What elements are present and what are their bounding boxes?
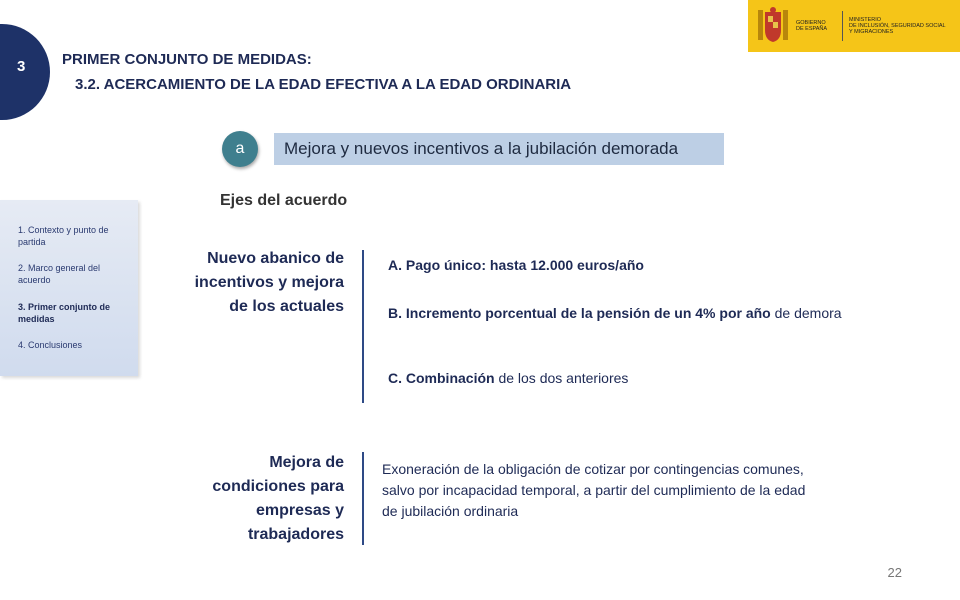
page-number: 22 xyxy=(887,565,902,580)
sidebar-item-contexto[interactable]: 1. Contexto y punto de partida xyxy=(18,225,109,247)
subsection-title: Mejora y nuevos incentivos a la jubilación demorada xyxy=(274,133,724,165)
ejes-heading: Ejes del acuerdo xyxy=(220,192,348,209)
coat-of-arms-icon xyxy=(756,6,790,46)
item-a-bold: A. Pago único: hasta 12.000 euros/año xyxy=(388,257,644,273)
item-b-bold: B. Incremento porcentual de la pensión de un 4% por año xyxy=(388,305,771,321)
block1-item-b xyxy=(388,303,848,324)
subsection-letter: a xyxy=(222,131,258,167)
block2-title: Mejora de condiciones para empresas y trabajadores xyxy=(212,454,344,543)
item-b-rest: de demora xyxy=(770,305,842,321)
ministerio-label: MINISTERIO DE INCLUSIÓN, SEGURIDAD SOCIAL Y MIGRACIONES xyxy=(849,17,946,35)
page-title: PRIMER CONJUNTO DE MEDIDAS: xyxy=(62,51,312,68)
sidebar-item-primer-conjunto[interactable]: 3. Primer conjunto de medidas xyxy=(18,302,111,324)
block1-item-a xyxy=(388,255,828,276)
sidebar-nav xyxy=(0,200,138,376)
block1-item-c xyxy=(388,368,828,389)
sidebar-item-conclusiones[interactable]: 4. Conclusiones xyxy=(18,340,83,350)
gobierno-label: GOBIERNO DE ESPAÑA xyxy=(796,20,828,32)
item-c-bold: C. Combinación xyxy=(388,370,495,386)
section-number: 3 xyxy=(17,58,26,75)
sidebar-item-marco[interactable]: 2. Marco general del acuerdo xyxy=(18,263,101,285)
block1-bar xyxy=(362,250,364,403)
block1-title: Nuevo abanico de incentivos y mejora de los actuales xyxy=(194,250,344,315)
block2-bar xyxy=(362,452,364,545)
block2-text: Exoneración de la obligación de cotizar por contingencias comunes, salvo por incapacidad temporal, a partir del cumplimiento de la edad de jubilación ordinaria xyxy=(382,461,806,519)
logo-divider xyxy=(842,11,843,41)
page-subtitle: 3.2. ACERCAMIENTO DE LA EDAD EFECTIVA A LA EDAD ORDINARIA xyxy=(75,76,572,93)
government-logo xyxy=(748,0,960,52)
item-c-rest: de los dos anteriores xyxy=(494,370,629,386)
